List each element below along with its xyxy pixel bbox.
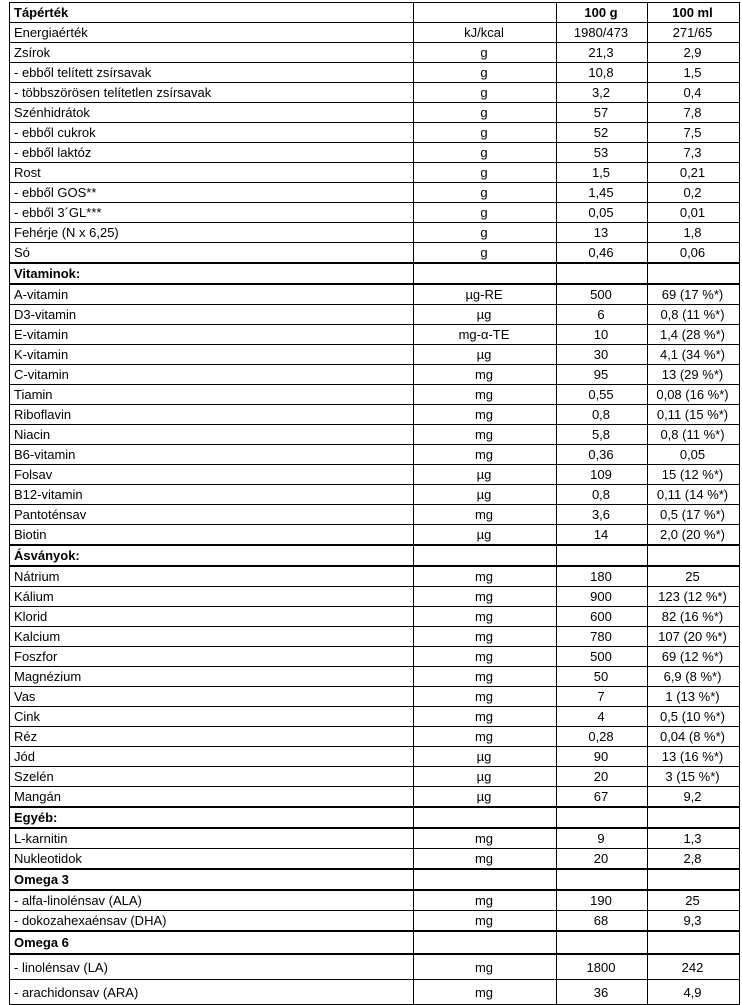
nutrient-name: Nukleotidok <box>10 849 414 870</box>
nutrient-unit: µg <box>414 345 557 365</box>
value-100g: 1800 <box>557 954 648 980</box>
nutrient-unit: mg <box>414 587 557 607</box>
value-100ml: 7,8 <box>648 103 740 123</box>
value-100ml: 1,4 (28 %*) <box>648 325 740 345</box>
nutrient-unit: g <box>414 163 557 183</box>
value-100ml: 9,2 <box>648 787 740 808</box>
table-row <box>10 83 740 103</box>
section-title: Omega 3 <box>10 869 414 890</box>
empty-cell <box>648 263 740 284</box>
nutrient-unit: mg <box>414 445 557 465</box>
empty-cell <box>414 807 557 828</box>
value-100ml: 0,5 (17 %*) <box>648 505 740 525</box>
empty-cell <box>557 807 648 828</box>
section-title: Egyéb: <box>10 807 414 828</box>
nutrient-name: Foszfor <box>10 647 414 667</box>
value-100g: 0,46 <box>557 243 648 264</box>
empty-cell <box>414 931 557 954</box>
nutrient-name: Folsav <box>10 465 414 485</box>
nutrient-name: Mangán <box>10 787 414 808</box>
table-row <box>10 405 740 425</box>
value-100g: 52 <box>557 123 648 143</box>
nutrient-name: Energiaérték <box>10 23 414 43</box>
header-100g: 100 g <box>557 3 648 23</box>
nutrient-unit: g <box>414 63 557 83</box>
value-100g: 500 <box>557 647 648 667</box>
empty-cell <box>557 263 648 284</box>
value-100ml: 0,05 <box>648 445 740 465</box>
nutrient-name: - ebből telített zsírsavak <box>10 63 414 83</box>
nutrient-unit: mg <box>414 849 557 870</box>
table-row <box>10 183 740 203</box>
value-100g: 5,8 <box>557 425 648 445</box>
value-100ml: 1 (13 %*) <box>648 687 740 707</box>
value-100g: 3,2 <box>557 83 648 103</box>
value-100g: 68 <box>557 911 648 932</box>
value-100g: 0,28 <box>557 727 648 747</box>
table-row <box>10 445 740 465</box>
value-100ml: 25 <box>648 890 740 911</box>
value-100g: 109 <box>557 465 648 485</box>
value-100g: 0,8 <box>557 485 648 505</box>
value-100g: 3,6 <box>557 505 648 525</box>
nutrient-unit: g <box>414 223 557 243</box>
table-row <box>10 687 740 707</box>
nutrient-name: - ebből cukrok <box>10 123 414 143</box>
nutrient-name: Niacin <box>10 425 414 445</box>
value-100ml: 4,9 <box>648 980 740 1005</box>
nutrient-name: D3-vitamin <box>10 305 414 325</box>
value-100g: 14 <box>557 525 648 546</box>
nutrient-name: K-vitamin <box>10 345 414 365</box>
value-100g: 67 <box>557 787 648 808</box>
value-100ml: 3 (15 %*) <box>648 767 740 787</box>
nutrient-unit: mg <box>414 566 557 587</box>
table-row <box>10 787 740 808</box>
value-100ml: 123 (12 %*) <box>648 587 740 607</box>
nutrition-table <box>9 2 740 1005</box>
value-100ml: 7,3 <box>648 143 740 163</box>
value-100g: 50 <box>557 667 648 687</box>
nutrient-name: Zsírok <box>10 43 414 63</box>
nutrient-name: Tiamin <box>10 385 414 405</box>
value-100ml: 0,08 (16 %*) <box>648 385 740 405</box>
section-title: Vitaminok: <box>10 263 414 284</box>
value-100g: 0,8 <box>557 405 648 425</box>
nutrient-name: - alfa-linolénsav (ALA) <box>10 890 414 911</box>
section-title: Omega 6 <box>10 931 414 954</box>
value-100g: 10,8 <box>557 63 648 83</box>
table-row <box>10 425 740 445</box>
nutrient-unit: µg <box>414 525 557 546</box>
value-100g: 36 <box>557 980 648 1005</box>
nutrient-name: - ebből 3´GL*** <box>10 203 414 223</box>
nutrient-unit: mg <box>414 980 557 1005</box>
value-100g: 10 <box>557 325 648 345</box>
nutrient-name: - linolénsav (LA) <box>10 954 414 980</box>
value-100ml: 0,11 (15 %*) <box>648 405 740 425</box>
nutrient-unit: mg <box>414 890 557 911</box>
nutrient-unit: mg <box>414 707 557 727</box>
value-100ml: 0,2 <box>648 183 740 203</box>
nutrient-unit: µg <box>414 767 557 787</box>
table-row <box>10 849 740 870</box>
table-row <box>10 980 740 1005</box>
nutrient-unit: mg <box>414 727 557 747</box>
value-100g: 21,3 <box>557 43 648 63</box>
nutrient-unit: mg <box>414 687 557 707</box>
nutrient-unit: mg <box>414 607 557 627</box>
nutrient-unit: mg <box>414 647 557 667</box>
nutrient-unit: g <box>414 83 557 103</box>
section-title: Ásványok: <box>10 545 414 566</box>
value-100ml: 13 (16 %*) <box>648 747 740 767</box>
nutrient-name: Réz <box>10 727 414 747</box>
header-unit <box>414 3 557 23</box>
nutrient-name: E-vitamin <box>10 325 414 345</box>
empty-cell <box>414 869 557 890</box>
table-row <box>10 325 740 345</box>
value-100g: 57 <box>557 103 648 123</box>
nutrient-name: Riboflavin <box>10 405 414 425</box>
value-100ml: 9,3 <box>648 911 740 932</box>
value-100ml: 25 <box>648 566 740 587</box>
value-100ml: 15 (12 %*) <box>648 465 740 485</box>
header-100ml: 100 ml <box>648 3 740 23</box>
value-100ml: 2,0 (20 %*) <box>648 525 740 546</box>
value-100g: 780 <box>557 627 648 647</box>
value-100g: 1,5 <box>557 163 648 183</box>
nutrient-name: - ebből GOS** <box>10 183 414 203</box>
nutrient-name: Biotin <box>10 525 414 546</box>
table-row <box>10 707 740 727</box>
value-100g: 1,45 <box>557 183 648 203</box>
header-title: Tápérték <box>10 3 414 23</box>
table-row <box>10 143 740 163</box>
section-header-row <box>10 263 740 284</box>
empty-cell <box>414 263 557 284</box>
table-row <box>10 103 740 123</box>
value-100ml: 242 <box>648 954 740 980</box>
value-100ml: 0,5 (10 %*) <box>648 707 740 727</box>
nutrient-unit: g <box>414 143 557 163</box>
nutrient-name: - dokozahexaénsav (DHA) <box>10 911 414 932</box>
table-row <box>10 365 740 385</box>
value-100g: 7 <box>557 687 648 707</box>
empty-cell <box>557 931 648 954</box>
value-100g: 30 <box>557 345 648 365</box>
value-100g: 90 <box>557 747 648 767</box>
value-100ml: 0,8 (11 %*) <box>648 425 740 445</box>
value-100ml: 4,1 (34 %*) <box>648 345 740 365</box>
nutrient-name: Cink <box>10 707 414 727</box>
table-row <box>10 647 740 667</box>
value-100g: 180 <box>557 566 648 587</box>
nutrient-name: - ebből laktóz <box>10 143 414 163</box>
nutrient-unit: µg <box>414 747 557 767</box>
value-100g: 6 <box>557 305 648 325</box>
value-100ml: 82 (16 %*) <box>648 607 740 627</box>
value-100ml: 0,4 <box>648 83 740 103</box>
value-100ml: 2,8 <box>648 849 740 870</box>
nutrient-name: Klorid <box>10 607 414 627</box>
value-100ml: 7,5 <box>648 123 740 143</box>
value-100ml: 0,21 <box>648 163 740 183</box>
nutrient-name: Szelén <box>10 767 414 787</box>
table-row <box>10 305 740 325</box>
nutrient-unit: g <box>414 103 557 123</box>
table-row <box>10 385 740 405</box>
nutrient-unit: g <box>414 203 557 223</box>
value-100ml: 0,04 (8 %*) <box>648 727 740 747</box>
nutrient-unit: g <box>414 43 557 63</box>
table-row <box>10 243 740 264</box>
nutrient-unit: µg <box>414 465 557 485</box>
empty-cell <box>648 869 740 890</box>
value-100g: 53 <box>557 143 648 163</box>
nutrient-unit: mg <box>414 627 557 647</box>
value-100g: 4 <box>557 707 648 727</box>
value-100g: 1980/473 <box>557 23 648 43</box>
table-row <box>10 203 740 223</box>
nutrient-unit: µg <box>414 787 557 808</box>
empty-cell <box>648 807 740 828</box>
nutrient-name: Rost <box>10 163 414 183</box>
value-100g: 20 <box>557 767 648 787</box>
nutrient-unit: kJ/kcal <box>414 23 557 43</box>
nutrient-unit: g <box>414 243 557 264</box>
nutrient-unit: mg <box>414 405 557 425</box>
table-row <box>10 911 740 932</box>
nutrient-name: Magnézium <box>10 667 414 687</box>
value-100g: 20 <box>557 849 648 870</box>
nutrient-unit: mg <box>414 505 557 525</box>
table-row <box>10 727 740 747</box>
nutrient-name: B6-vitamin <box>10 445 414 465</box>
nutrient-unit: g <box>414 123 557 143</box>
value-100ml: 6,9 (8 %*) <box>648 667 740 687</box>
empty-cell <box>557 545 648 566</box>
value-100ml: 1,8 <box>648 223 740 243</box>
nutrient-name: Kálium <box>10 587 414 607</box>
nutrient-unit: g <box>414 183 557 203</box>
table-row <box>10 525 740 546</box>
empty-cell <box>648 931 740 954</box>
section-header-row <box>10 931 740 954</box>
value-100ml: 2,9 <box>648 43 740 63</box>
table-row <box>10 667 740 687</box>
value-100g: 13 <box>557 223 648 243</box>
table-row <box>10 505 740 525</box>
empty-cell <box>557 869 648 890</box>
nutrient-unit: mg <box>414 425 557 445</box>
table-row <box>10 747 740 767</box>
section-header-row <box>10 869 740 890</box>
nutrient-name: Só <box>10 243 414 264</box>
table-row <box>10 163 740 183</box>
table-row <box>10 828 740 849</box>
value-100ml: 271/65 <box>648 23 740 43</box>
table-row <box>10 485 740 505</box>
value-100ml: 107 (20 %*) <box>648 627 740 647</box>
nutrient-unit: mg <box>414 385 557 405</box>
nutrition-table-body <box>10 3 740 1005</box>
table-row <box>10 284 740 305</box>
nutrient-name: Pantoténsav <box>10 505 414 525</box>
table-row <box>10 767 740 787</box>
value-100g: 190 <box>557 890 648 911</box>
nutrient-unit: mg <box>414 365 557 385</box>
value-100ml: 69 (12 %*) <box>648 647 740 667</box>
nutrient-unit: mg <box>414 911 557 932</box>
nutrient-unit: mg <box>414 954 557 980</box>
value-100ml: 0,01 <box>648 203 740 223</box>
value-100ml: 0,06 <box>648 243 740 264</box>
value-100g: 900 <box>557 587 648 607</box>
table-row <box>10 566 740 587</box>
nutrient-name: B12-vitamin <box>10 485 414 505</box>
table-row <box>10 345 740 365</box>
value-100ml: 13 (29 %*) <box>648 365 740 385</box>
value-100g: 9 <box>557 828 648 849</box>
nutrient-name: L-karnitin <box>10 828 414 849</box>
value-100g: 0,36 <box>557 445 648 465</box>
table-row <box>10 465 740 485</box>
value-100ml: 0,11 (14 %*) <box>648 485 740 505</box>
value-100g: 0,55 <box>557 385 648 405</box>
table-row <box>10 123 740 143</box>
nutrient-name: C-vitamin <box>10 365 414 385</box>
nutrient-unit: mg <box>414 667 557 687</box>
table-row <box>10 23 740 43</box>
table-row <box>10 607 740 627</box>
table-row <box>10 627 740 647</box>
value-100g: 95 <box>557 365 648 385</box>
nutrient-name: Fehérje (N x 6,25) <box>10 223 414 243</box>
table-row <box>10 587 740 607</box>
table-row <box>10 223 740 243</box>
nutrient-unit: µg-RE <box>414 284 557 305</box>
value-100ml: 1,5 <box>648 63 740 83</box>
nutrient-name: Kalcium <box>10 627 414 647</box>
section-header-row <box>10 545 740 566</box>
nutrient-name: Szénhidrátok <box>10 103 414 123</box>
table-row <box>10 890 740 911</box>
nutrient-unit: µg <box>414 305 557 325</box>
nutrient-name: A-vitamin <box>10 284 414 305</box>
table-row <box>10 954 740 980</box>
value-100ml: 1,3 <box>648 828 740 849</box>
value-100g: 0,05 <box>557 203 648 223</box>
value-100ml: 69 (17 %*) <box>648 284 740 305</box>
nutrient-unit: mg-α-TE <box>414 325 557 345</box>
value-100g: 600 <box>557 607 648 627</box>
empty-cell <box>414 545 557 566</box>
table-header-row <box>10 3 740 23</box>
nutrient-name: Vas <box>10 687 414 707</box>
nutrient-unit: mg <box>414 828 557 849</box>
section-header-row <box>10 807 740 828</box>
table-row <box>10 63 740 83</box>
empty-cell <box>648 545 740 566</box>
nutrient-name: Jód <box>10 747 414 767</box>
nutrient-name: - többszörösen telítetlen zsírsavak <box>10 83 414 103</box>
nutrient-name: Nátrium <box>10 566 414 587</box>
value-100g: 500 <box>557 284 648 305</box>
value-100ml: 0,8 (11 %*) <box>648 305 740 325</box>
table-row <box>10 43 740 63</box>
nutrient-unit: µg <box>414 485 557 505</box>
nutrient-name: - arachidonsav (ARA) <box>10 980 414 1005</box>
